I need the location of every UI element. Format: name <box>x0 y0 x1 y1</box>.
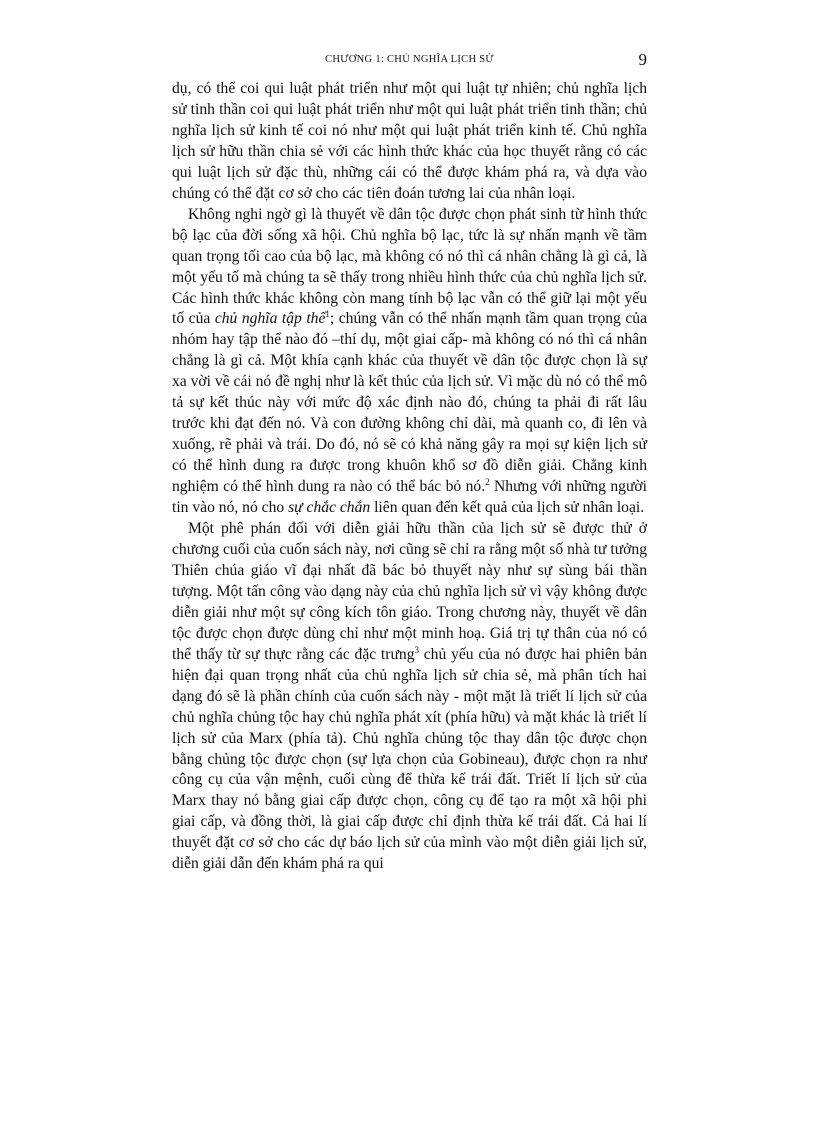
page-number: 9 <box>638 50 647 69</box>
italic-term-su-chac-chan: sự chắc chắn <box>288 499 371 517</box>
paragraph-1-text: dụ, có thể coi qui luật phát triển như một qui luật tự nhiên; chủ nghĩa lịch sử tinh thần coi qui luật phát triển như một qui luật phát triển tinh thần; chủ nghĩa lịch sử kinh tế coi nó như một qui luật phát triển kinh tế. Chủ nghĩa lịch sử hữu thần chia sẻ với các hình thức khác của học thuyết rằng có các qui luật lịch sử đặc thù, những cái có thể được khám phá ra, và dựa vào chúng có thể đặt cơ sở cho các tiên đoán tương lai của nhân loại. <box>172 80 647 202</box>
paragraph-2-text-c: Nhưng với những người tin vào nó, nó cho <box>172 478 647 517</box>
paragraph-2-text-a: Không nghi ngờ gì là thuyết về dân tộc được chọn phát sinh từ hình thức bộ lạc của đời sống xã hội. Chủ nghĩa bộ lạc, tức là sự nhấn mạnh về tầm quan trọng tối cao của bộ lạc, mà không có nó thì cá nhân chẳng là gì cả, là một yếu tố mà chúng ta sẽ thấy trong nhiều hình thức của chủ nghĩa lịch sử. Các hình thức khác không còn mang tính bộ lạc vẫn có thể giữ lại một yếu tố của <box>172 205 647 328</box>
paragraph-2-text-d: liên quan đến kết quả của lịch sử nhân loại. <box>370 499 645 517</box>
footnote-ref-1: 1 <box>325 309 330 320</box>
page-header <box>172 52 647 74</box>
paragraph-2-text-b: ; chúng vẫn có thể nhấn mạnh tầm quan trọng của nhóm hay tập thể nào đó –thí dụ, một giai cấp- mà không có nó thì cá nhân chẳng là gì cả. Một khía cạnh khác của thuyết về dân tộc được chọn là sự xa vời về cái nó đề nghị như là kết thúc của lịch sử. Vì mặc dù nó có thể mô tả sự kết thúc này với mức độ xác định nào đó, chúng ta phải đi rất lâu trước khi đạt đến nó. Và con đường không chỉ dài, mà quanh co, đi lên và xuống, rẽ phải và trái. Do đó, nó sẽ có khả năng gây ra mọi sự kiện lịch sử có thể hình dung ra được trong khuôn khổ sơ đồ diễn giải. Chẳng kinh nghiệm có thể hình dung ra nào có thể bác bỏ nó. <box>172 310 647 496</box>
footnote-ref-2: 2 <box>485 477 490 488</box>
paragraph-1 <box>172 79 647 205</box>
paragraph-3-text-b: chủ yếu của nó được hai phiên bản hiện đại quan trọng nhất của chủ nghĩa lịch sử chia sẻ, mà phân tích hai dạng đó sẽ là phần chính của cuốn sách này - một mặt là triết lí lịch sử của chủ nghĩa chủng tộc hay chủ nghĩa phát xít (phía hữu) và mặt khác là triết lí lịch sử của Marx (phía tả). Chủ nghĩa chủng tộc thay dân tộc được chọn bằng chủng tộc được chọn (sự lựa chọn của Gobineau), được chọn ra như công cụ của vận mệnh, cuối cùng để thừa kế trái đất. Triết lí lịch sử của Marx thay nó bằng giai cấp được chọn, công cụ để tạo ra một xã hội phi giai cấp, và đồng thời, là giai cấp được chỉ định thừa kế trái đất. Cả hai lí thuyết đặt cơ sở cho các dự báo lịch sử của mình vào một diễn giải lịch sử, diễn giải dẫn đến khám phá ra qui <box>172 645 647 873</box>
body-text <box>172 79 647 875</box>
running-head: CHƯƠNG 1: CHỦ NGHĨA LỊCH SỬ <box>325 54 494 65</box>
paragraph-2 <box>172 205 647 519</box>
paragraph-3-text-a: Một phê phán đối với diễn giải hữu thần của lịch sử sẽ được thử ở chương cuối của cuốn sách này, nơi cũng sẽ chỉ ra rằng một số nhà tư tưởng Thiên chúa giáo vĩ đại nhất đã bác bỏ thuyết này như sự sùng bái thần tượng. Một tấn công vào dạng này của chủ nghĩa lịch sử vì vậy không được diễn giải như một sự công kích tôn giáo. Trong chương này, thuyết về dân tộc được chọn được dùng chỉ như một minh hoạ. Giá trị tự thân của nó có thể thấy từ sự thực rằng các đặc trưng <box>172 520 647 663</box>
paragraph-3 <box>172 519 647 875</box>
italic-term-chu-nghia-tap-the: chủ nghĩa tập thể <box>214 310 326 328</box>
footnote-ref-3: 3 <box>414 644 419 655</box>
